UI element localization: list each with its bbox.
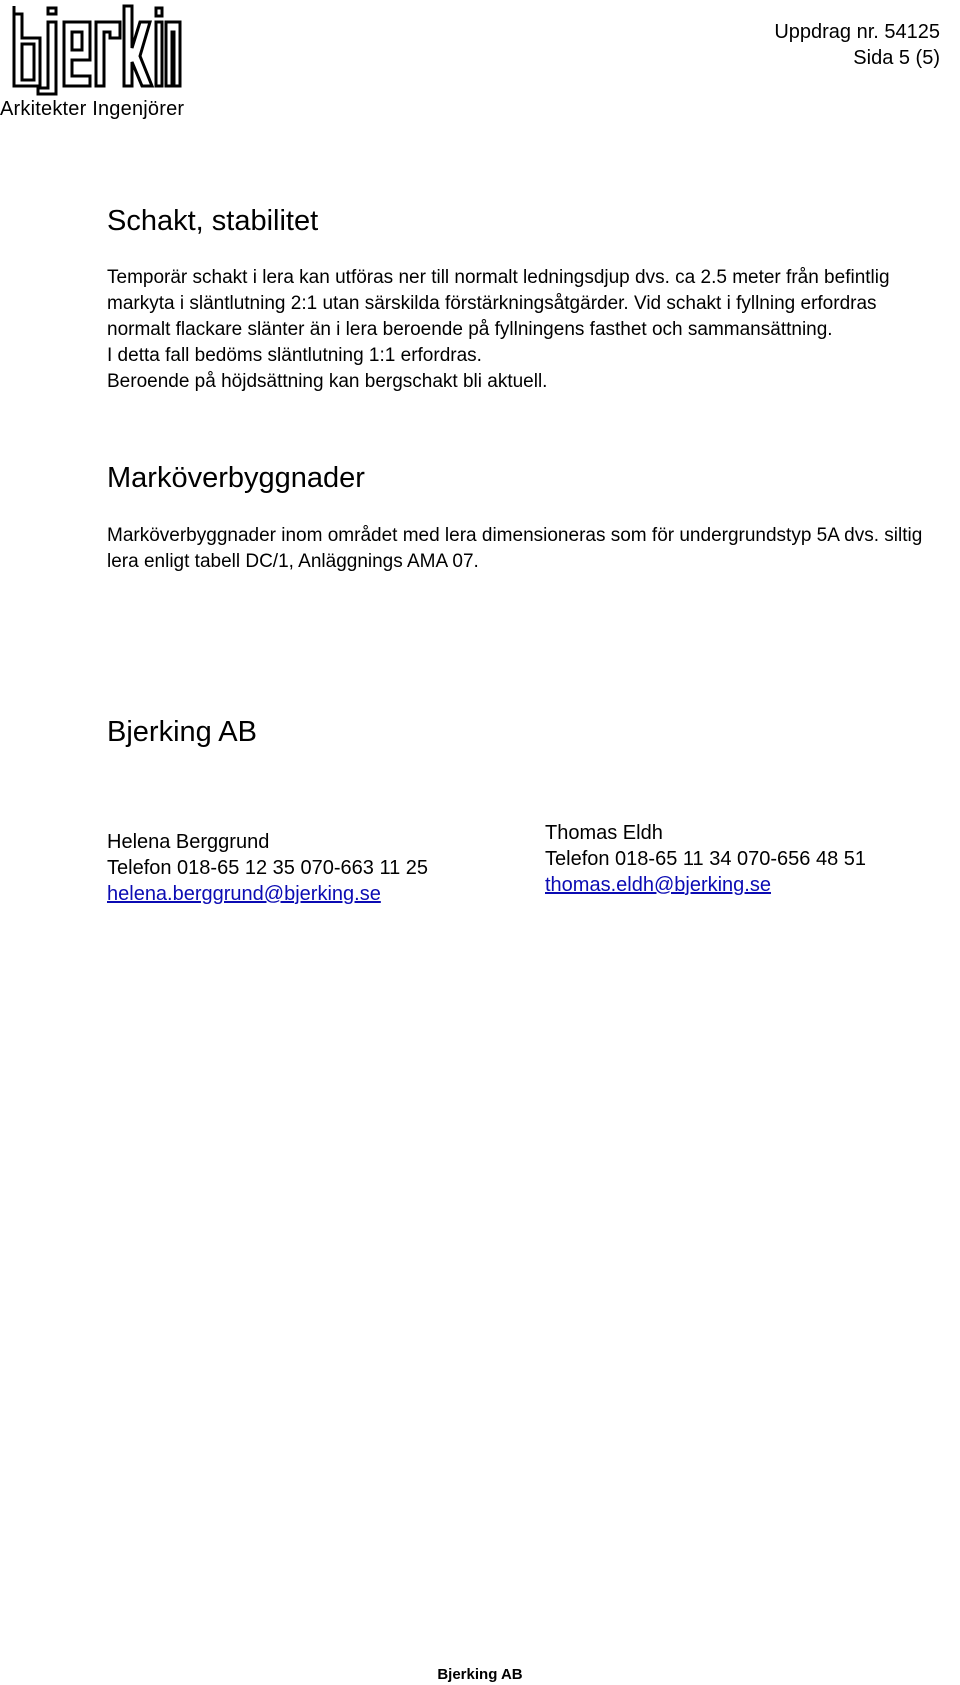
contact-phone: Telefon 018-65 11 34 070-656 48 51 [545, 848, 867, 870]
paragraph: Temporär schakt i lera kan utföras ner till normalt ledningsdjup dvs. ca 2.5 meter från befintlig markyta i släntlutning 2:1 utan särskilda förstärkningsåtgärder. Vid schakt i fyllning erfordras normalt flackare slänter än i lera beroende på fyllningens fasthet och sammansättning. [107, 267, 890, 340]
contact-phone: Telefon 018-65 12 35 070-663 11 25 [107, 857, 429, 879]
contact-email-link[interactable]: thomas.eldh@bjerking.se [545, 874, 771, 896]
section-body-markoverbyggnader [107, 523, 937, 575]
contact-name: Thomas Eldh [545, 822, 663, 844]
paragraph: I detta fall bedöms släntlutning 1:1 erfordras. [107, 345, 482, 366]
section-body-schakt [107, 265, 937, 395]
paragraph: Marköverbyggnader inom området med lera dimensioneras som för undergrundstyp 5A dvs. siltig lera enligt tabell DC/1, Anläggnings AMA 07. [107, 525, 923, 572]
contact-card-helena [107, 829, 428, 907]
page-footer: Bjerking AB [437, 1666, 523, 1683]
company-name: Bjerking AB [107, 716, 257, 748]
assignment-number: Uppdrag nr. 54125 [774, 21, 940, 43]
section-heading-schakt: Schakt, stabilitet [107, 205, 319, 237]
bjerking-logo-mark [10, 4, 182, 96]
logo-subtitle: Arkitekter Ingenjörer [0, 98, 185, 120]
company-logo [0, 0, 200, 125]
contact-card-thomas [545, 820, 866, 898]
document-header-info [774, 19, 940, 71]
page-number: Sida 5 (5) [853, 47, 940, 69]
contact-email-link[interactable]: helena.berggrund@bjerking.se [107, 883, 381, 905]
contact-name: Helena Berggrund [107, 831, 270, 853]
section-heading-markoverbyggnader: Marköverbyggnader [107, 462, 365, 494]
paragraph: Beroende på höjdsättning kan bergschakt bli aktuell. [107, 371, 548, 392]
